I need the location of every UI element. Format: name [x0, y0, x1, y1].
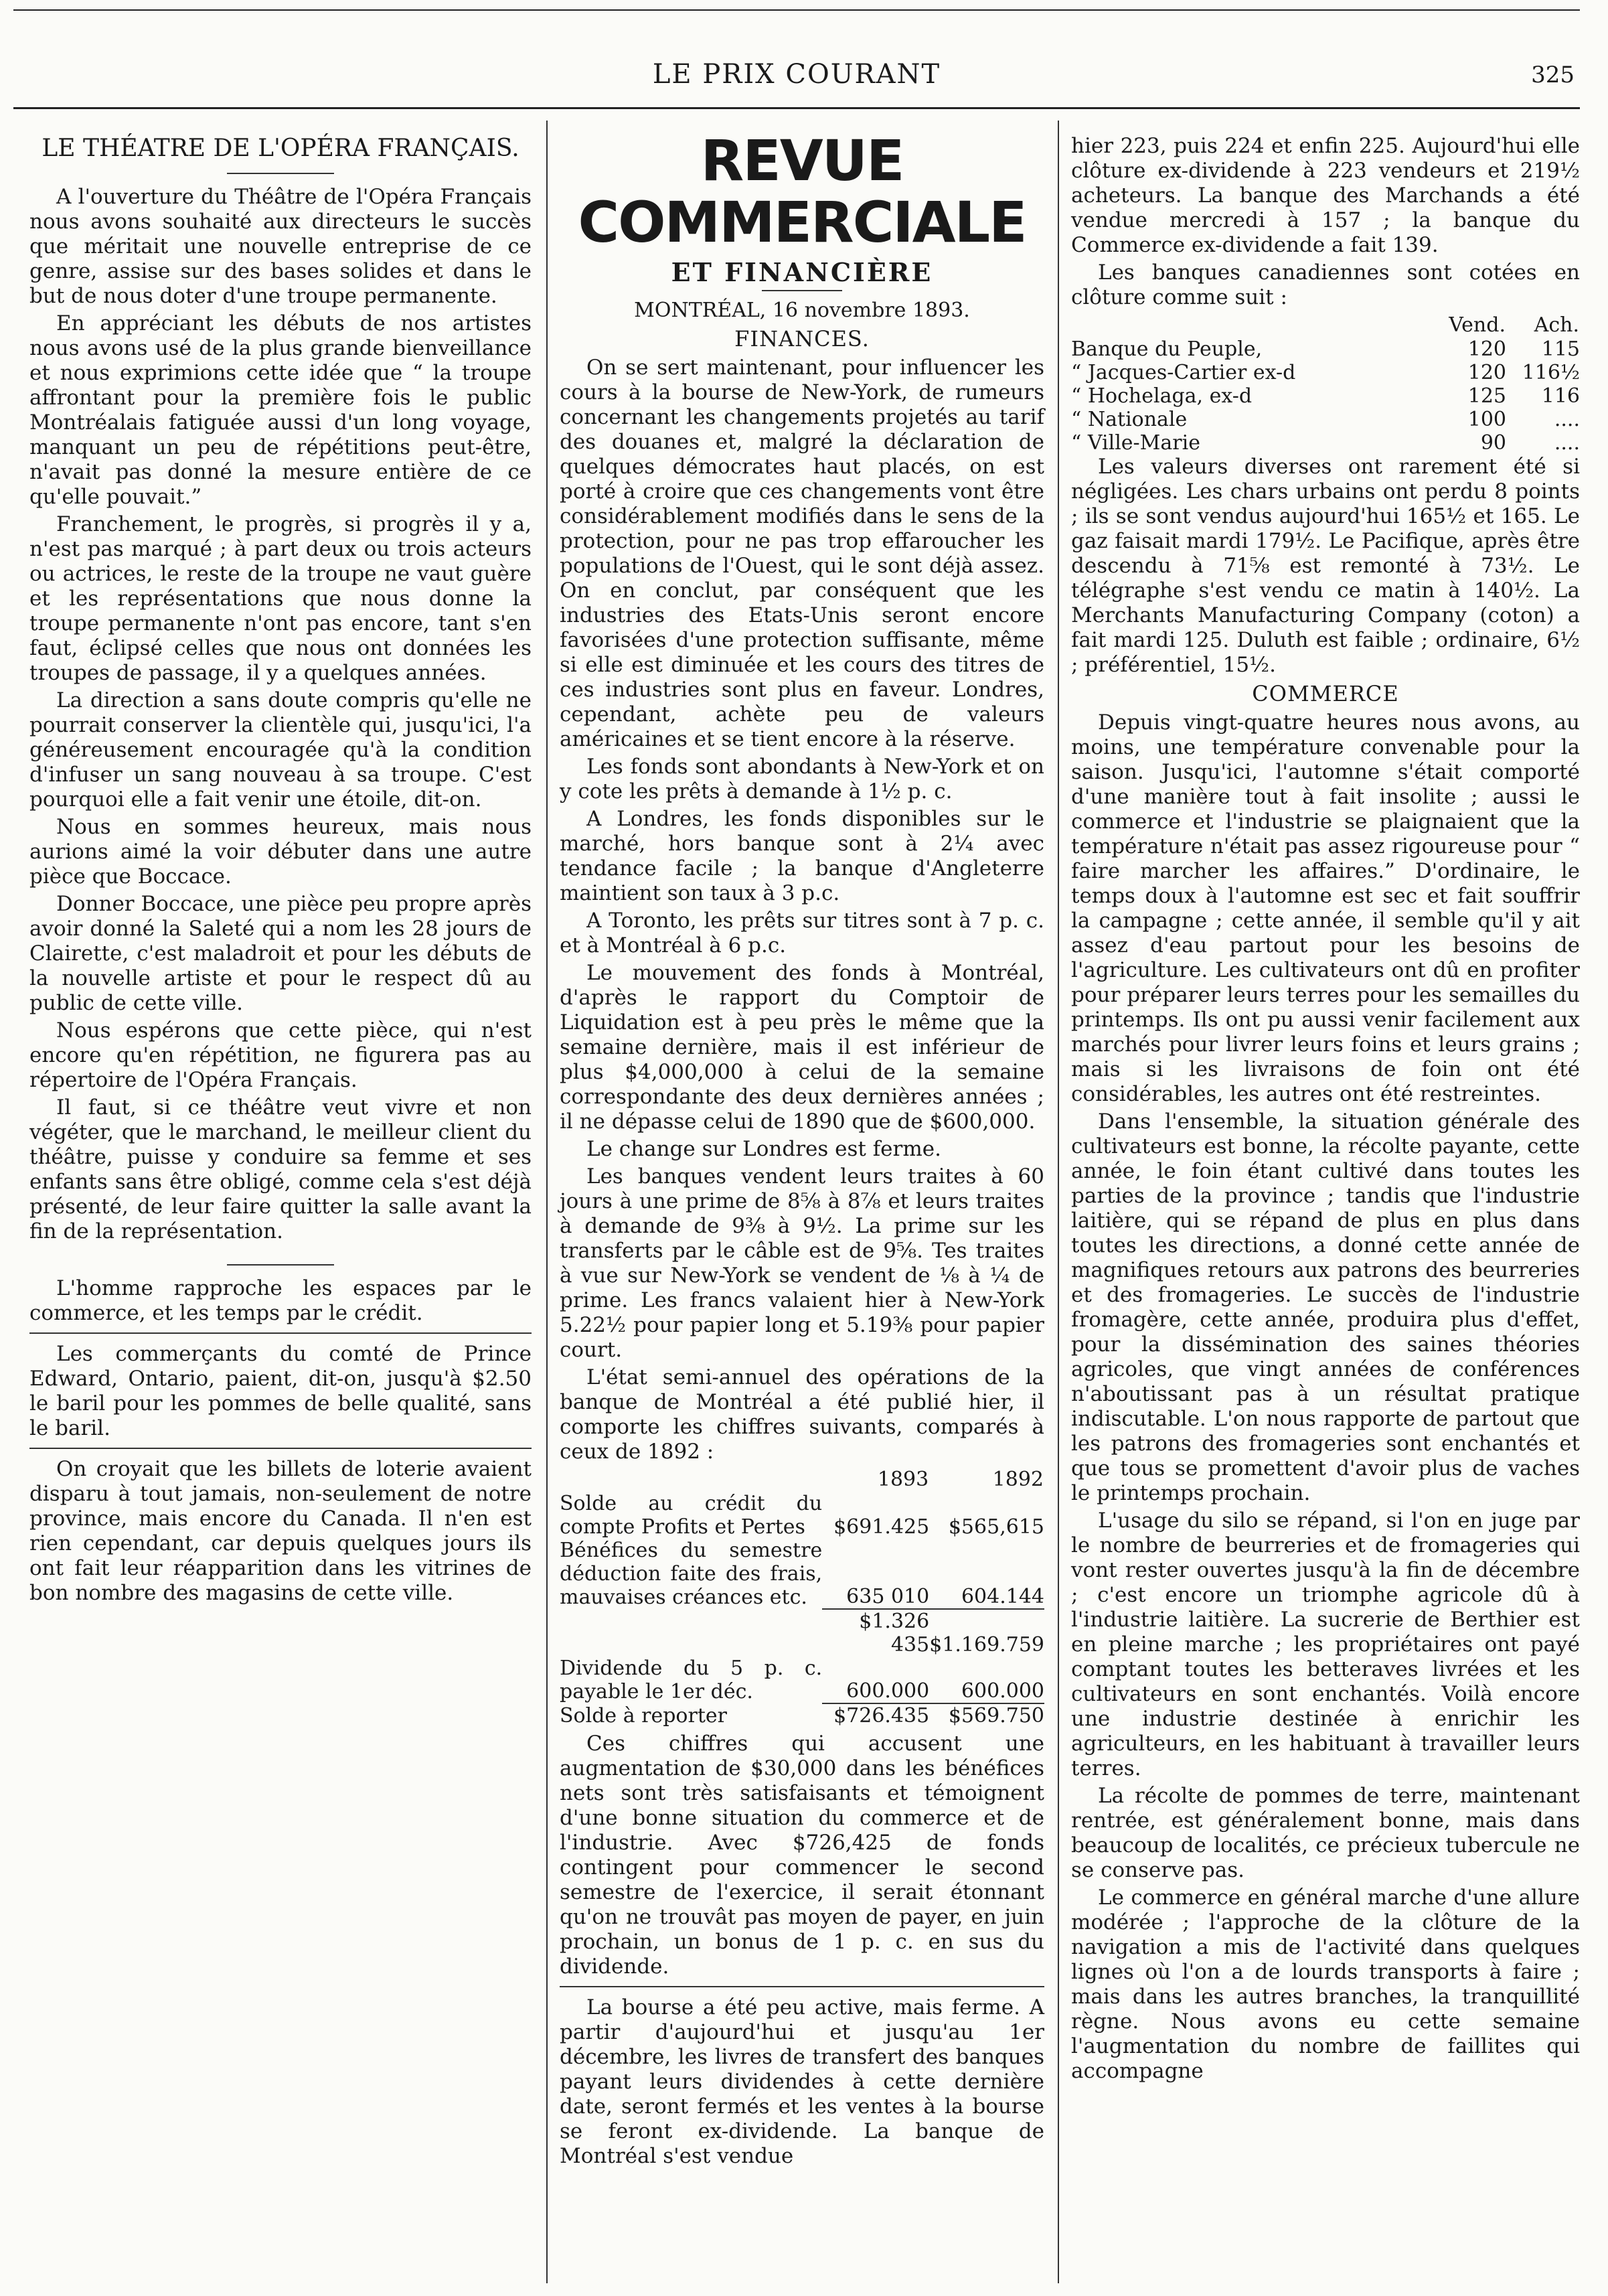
- table-row: Solde au crédit du compte Profits et Pertes $691.425 $565,615: [560, 1492, 1044, 1539]
- bourse-paragraph: hier 223, puis 224 et enfin 225. Aujourd'hui elle clôture ex-dividende à 223 vendeurs et 219½ acheteurs. La banque des Marchands a été vendue mercredi à 157 ; la banque du Commerce ex-dividende a fait 139.: [1071, 134, 1580, 257]
- header-rule: [13, 107, 1580, 109]
- vend-header: Vend.: [1449, 313, 1506, 337]
- dateline: MONTRÉAL, 16 novembre 1893.: [634, 299, 970, 322]
- finance-paragraph: On se sert maintenant, pour influencer les cours à la bourse de New-York, de rumeurs concernant les changements projetés au tarif des douanes et, malgré la déclaration de quelques démocrates haut placés, on est porté à croire que ces changements vont être considérablement modifiés dans le sens de la protection, pour ne pas trop effaroucher les populations de l'Ouest, qui le sont déjà assez. On en conclut, par conséquent que les industries des Etats-Unis seront encore favorisées d'une protection suffisante, même si elle est diminuée et les cours des titres de ces industries sont plus en faveur. Londres, cependant, achète peu de valeurs américaines et se tient encore à la réserve.: [560, 356, 1044, 751]
- table-row: “ Jacques-Cartier ex-d 120 116½: [1071, 361, 1580, 384]
- revue-subtitle: ET FINANCIÈRE: [671, 257, 933, 287]
- finance-paragraph: Le change sur Londres est ferme.: [586, 1137, 941, 1161]
- commerce-paragraph: Le commerce en général marche d'une allure modérée ; l'approche de la clôture de la navigation a mis de l'activité dans quelques lignes où l'on a de lourds transports à faire ; mais dans les autres branches, la tranquillité règne. Nous avons eu cette semaine l'augmentation du nombre de faillites qui accompagne: [1071, 1886, 1580, 2083]
- revue-commerciale-title: REVUE COMMERCIALE: [578, 128, 1026, 255]
- year-header: 1892: [992, 1468, 1044, 1491]
- revue-separator: [762, 290, 842, 291]
- theatre-paragraph: En appréciant les débuts de nos artistes nous avons usé de la plus grande bienveillance et nous exprimions cette idée que “ la troupe affrontant pour la première fois le public Montréalais fatiguée aussi d'un long voyage, manquant un peu de répétitions peut-être, n'avait pas donné la mesure entière de ce qu'elle pouvait.”: [29, 311, 532, 509]
- finance-paragraph: Les banques vendent leurs traites à 60 jours à une prime de 8⅝ à 8⅞ et leurs traites à demande de 9⅜ à 9½. La prime sur les transferts par le câble est de 9⅝. Tes traites à vue sur New-York se vendent de ⅛ à ¼ de prime. Les francs valaient hier à New-York 5.22½ pour papier long et 5.19⅜ pour papier court.: [560, 1164, 1044, 1362]
- page-number: 325: [1531, 62, 1575, 88]
- commerce-paragraph: Dans l'ensemble, la situation générale des cultivateurs est bonne, la récolte payante, cette année, le foin étant cultivé dans toutes les parties de la province ; tandis que l'industrie laitière, qui se répand de plus en plus dans toutes les directions, a donné cette année de magnifiques retours aux patrons des beurreries et des fromageries. Le succès de l'industrie fromagère, cette année, produira plus d'effet, pour la dissémination des saines théories agricoles, que vingt années de conférences n'aboutissant pas à un résultat pratique indiscutable. L'on nous rapporte de partout que les patrons des fromageries sont enchantés et que tous se promettent d'avoir plus de vaches le printemps prochain.: [1071, 1109, 1580, 1505]
- bourse-paragraph: Les valeurs diverses ont rarement été si négligées. Les chars urbains ont perdu 8 points ; ils se sont vendus aujourd'hui 165½ et 165. Le gaz faisait mardi 179½. Le Pacifique, après être descendu à 71⅝ est remonté à 73½. Le télégraphe s'est vendu ce matin à 140½. La Merchants Manufacturing Company (coton) a fait mardi 125. Duluth est faible ; ordinaire, 6½ ; préférentiel, 15½.: [1071, 455, 1580, 677]
- page-header: [13, 59, 1580, 99]
- finance-paragraph: Le mouvement des fonds à Montréal, d'après le rapport du Comptoir de Liquidation est à peu près le même que la semaine dernière, mais il est inférieur de plus $4,000,000 à celui de la semaine correspondante des deux dernières années ; il ne dépasse celui de 1890 que de $600,000.: [560, 961, 1044, 1134]
- theatre-paragraph: La direction a sans doute compris qu'elle ne pourrait conserver la clientèle qui, jusqu'ici, l'a généreusement encouragée qu'à la condition d'infuser un sang nouveau à sa troupe. C'est pourquoi elle a fait venir une étoile, dit-on.: [29, 688, 532, 812]
- title-separator: [227, 173, 334, 174]
- commerce-paragraph: L'usage du silo se répand, si l'on en juge par le nombre de beurreries et de fromageries qui vont rester ouvertes jusqu'à la fin de décembre ; c'est encore un triomphe agricole dû à l'industrie laitière. La sucrerie de Berthier est en pleine marche ; les propriétaires ont payé comptant toutes les betteraves livrées et les cultivateurs en sont enchantés. Voilà encore une industrie destinée à enrichir les agriculteurs, en les habituant à travailler leurs terres.: [1071, 1509, 1580, 1780]
- finance-paragraph: La bourse a été peu active, mais ferme. A partir d'aujourd'hui et jusqu'au 1er décembre, les livres de transfert des banques payant leurs dividendes à cette dernière date, seront fermés et les ventes à la bourse se feront ex-dividende. La banque de Montréal s'est vendue: [560, 1995, 1044, 2168]
- column-1: [29, 134, 532, 1608]
- brief-item: On croyait que les billets de loterie avaient disparu à tout jamais, non-seulement de notre province, mais encore du Canada. Il n'en est rien cependant, car depuis quelques jours ils ont fait leur réapparition dans les vitrines de bon nombre des magasins de cette ville.: [29, 1457, 532, 1605]
- table-row-total: Solde à reporter $726.435 $569.750: [560, 1704, 1044, 1728]
- finance-paragraph: L'état semi-annuel des opérations de la banque de Montréal a été publié hier, il comporte les chiffres suivants, comparés à ceux de 1892 :: [560, 1365, 1044, 1464]
- theatre-paragraph: Nous espérons que cette pièce, qui n'est encore qu'en répétition, ne figurera pas au répertoire de l'Opéra Français.: [29, 1018, 532, 1092]
- column-3: [1071, 134, 1580, 2086]
- finance-paragraph: Les fonds sont abondants à New-York et on y cote les prêts à demande à 1½ p. c.: [560, 755, 1044, 803]
- column-divider-1: [546, 121, 548, 2283]
- commerce-heading: COMMERCE: [1252, 681, 1399, 706]
- table-row: Bénéfices du semestre déduction faite des frais, mauvaises créances etc. 635 010 604.144: [560, 1539, 1044, 1609]
- section-separator: [560, 1986, 1044, 1987]
- finances-heading: FINANCES.: [734, 326, 870, 352]
- table-row: “ Ville-Marie 90 ....: [1071, 431, 1580, 455]
- column-2: [560, 128, 1044, 2171]
- bank-statement-table: [560, 1467, 1044, 1728]
- table-row: Dividende du 5 p. c. payable le 1er déc. 600.000 600.000: [560, 1657, 1044, 1703]
- bank-quotes-table: [1071, 313, 1580, 455]
- brief-item: L'homme rapproche les espaces par le commerce, et les temps par le crédit.: [29, 1276, 532, 1325]
- table-row: “ Nationale 100 ....: [1071, 408, 1580, 431]
- theatre-paragraph: Il faut, si ce théâtre veut vivre et non végéter, que le marchand, le meilleur client du théâtre, puisse y conduire sa femme et ses enfants sans être obligé, comme cela s'est déjà présenté, de leur faire quitter la salle avant la fin de la représentation.: [29, 1095, 532, 1243]
- banks-intro: Les banques canadiennes sont cotées en clôture comme suit :: [1071, 260, 1580, 309]
- finance-paragraph: A Toronto, les prêts sur titres sont à 7 p. c. et à Montréal à 6 p.c.: [560, 909, 1044, 958]
- publication-title: LE PRIX COURANT: [652, 59, 941, 90]
- brief-item: Les commerçants du comté de Prince Edward, Ontario, paient, dit-on, jusqu'à $2.50 le baril pour les pommes de belle qualité, sans le baril.: [29, 1342, 532, 1440]
- theatre-paragraph: Franchement, le progrès, si progrès il y a, n'est pas marqué ; à part deux ou trois acteurs ou actrices, le reste de la troupe ne vaut guère et les représentations que nous donne la troupe permanente n'ont pas encore, tant s'en faut, éclipsé celles que nous ont données les troupes de passage, il y a quelques années.: [29, 512, 532, 685]
- column-divider-2: [1058, 121, 1059, 2283]
- brief-separator: [29, 1448, 532, 1449]
- finance-paragraph: Ces chiffres qui accusent une augmentation de $30,000 dans les bénéfices nets sont très satisfaisants et témoignent d'une bonne situation du commerce et de l'industrie. Avec $726,425 de fonds contingent pour commencer le second semestre de l'exercice, il serait étonnant qu'on ne trouvât pas moyen de payer, en juin prochain, un bonus de 1 p. c. en sus du dividende.: [560, 1732, 1044, 1979]
- theatre-paragraph: A l'ouverture du Théâtre de l'Opéra Français nous avons souhaité aux directeurs le succès que méritait une nouvelle entreprise de ce genre, assise sur des bases solides et dans le but de nous doter d'une troupe permanente.: [29, 185, 532, 308]
- brief-separator: [29, 1332, 532, 1334]
- top-rule: [13, 9, 1580, 11]
- theatre-article-title: LE THÉATRE DE L'OPÉRA FRANÇAIS.: [42, 135, 519, 162]
- commerce-paragraph: La récolte de pommes de terre, maintenant rentrée, est généralement bonne, mais dans beaucoup de localités, ce précieux tubercule ne se conserve pas.: [1071, 1784, 1580, 1882]
- theatre-paragraph: Nous en sommes heureux, mais nous aurions aimé la voir débuter dans une autre pièce que Boccace.: [29, 815, 532, 889]
- table-row: Banque du Peuple, 120 115: [1071, 337, 1580, 361]
- table-row: “ Hochelaga, ex-d 125 116: [1071, 384, 1580, 408]
- theatre-paragraph: Donner Boccace, une pièce peu propre après avoir donné la Saleté qui a nom les 28 jours de Clairette, c'est maladroit et pour les débuts de la nouvelle artiste et pour le respect dû au public de cette ville.: [29, 892, 532, 1015]
- table-row-subtotal: $1.326 435 $1.169.759: [560, 1609, 1044, 1657]
- finance-paragraph: A Londres, les fonds disponibles sur le marché, hors banque sont à 2¼ avec tendance facile ; la banque d'Angleterre maintient son taux à 3 p.c.: [560, 807, 1044, 905]
- ach-header: Ach.: [1534, 313, 1579, 337]
- commerce-paragraph: Depuis vingt-quatre heures nous avons, au moins, une température convenable pour la saison. Jusqu'ici, l'automne s'était comporté d'une manière tout à fait insolite ; aussi le commerce et l'industrie se plaignaient que la température n'était pas assez rigoureuse pour “ faire marcher les affaires.” D'ordinaire, le temps doux à l'automne est sec et fait souffrir la campagne ; cette année, il semble qu'il y ait assez d'eau partout pour les besoins de l'agriculture. Les cultivateurs ont dû en profiter pour préparer leurs terres pour les semailles du printemps. Ils ont pu aussi venir facilement aux marchés pour livrer leurs foins et leurs grains ; mais si les livraisons de foin ont été considérables, les autres ont été restreintes.: [1071, 710, 1580, 1106]
- article-separator: [227, 1264, 334, 1266]
- year-header: 1893: [877, 1468, 929, 1491]
